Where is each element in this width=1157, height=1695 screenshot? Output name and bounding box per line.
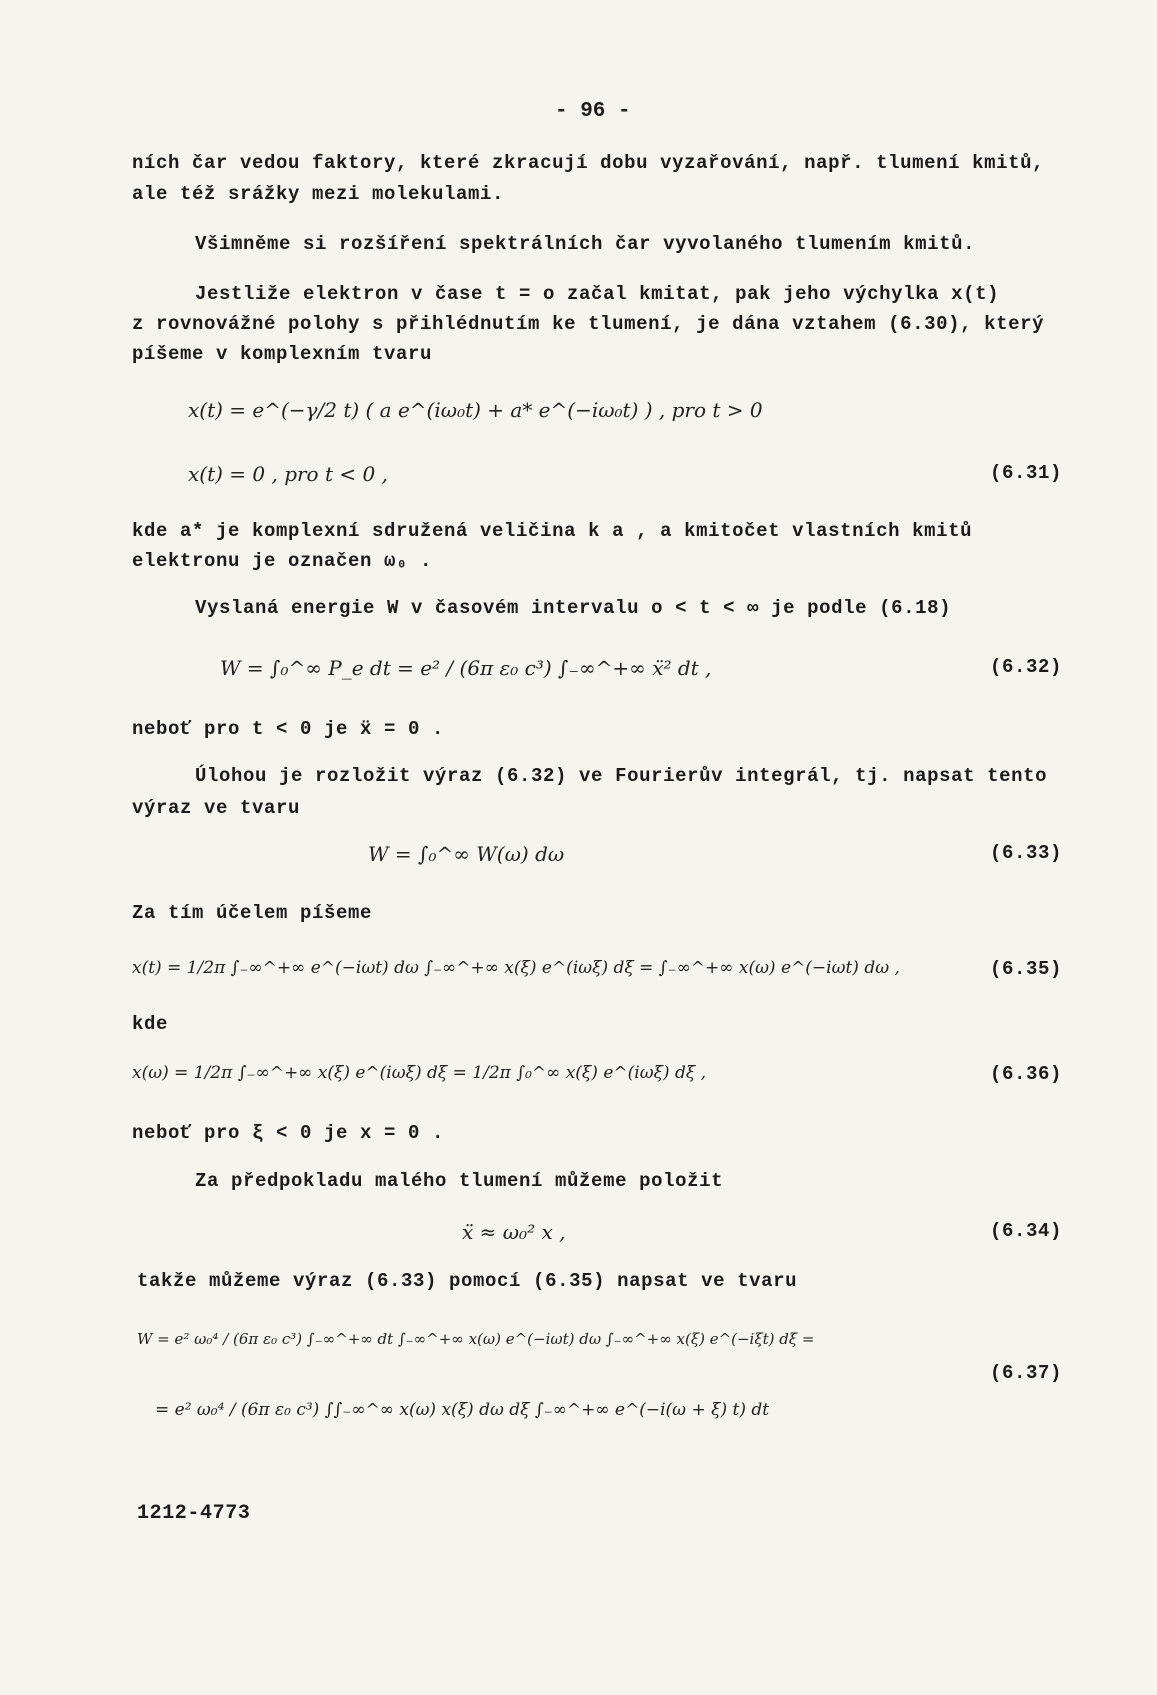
equation-6-31-line-2: x(t) = 0 , pro t < 0 ,: [188, 462, 388, 486]
paragraph-line: Jestliže elektron v čase t = o začal kmitat, pak jeho výchylka x(t): [195, 283, 1000, 305]
page-number: - 96 -: [555, 100, 631, 123]
equation-number: (6.36): [990, 1063, 1063, 1085]
equation-6-37-line-1: W = e² ω₀⁴ / (6π ε₀ c³) ∫₋∞^+∞ dt ∫₋∞^+∞ x(ω) e^(−iωt) dω ∫₋∞^+∞ x(ξ) e^(−iξt) dξ =: [137, 1330, 815, 1348]
equation-number: (6.37): [990, 1362, 1063, 1384]
document-code: 1212-4773: [137, 1502, 251, 1525]
paragraph-line: Za předpokladu malého tlumení můžeme položit: [195, 1170, 724, 1192]
paragraph-line: píšeme v komplexním tvaru: [132, 343, 433, 365]
equation-6-34: ẍ ≈ ω₀² x ,: [462, 1220, 566, 1244]
equation-6-31-line-1: x(t) = e^(−γ/2 t) ( a e^(iω₀t) + a* e^(−iω₀t) ) , pro t > 0: [188, 398, 763, 422]
equation-number: (6.35): [990, 958, 1063, 980]
equation-6-37-line-2: = e² ω₀⁴ / (6π ε₀ c³) ∫∫₋∞^∞ x(ω) x(ξ) dω dξ ∫₋∞^+∞ e^(−i(ω + ξ) t) dt: [155, 1400, 770, 1420]
paragraph-line: z rovnovážné polohy s přihlédnutím ke tlumení, je dána vztahem (6.30), který: [132, 313, 1045, 335]
paragraph-line: kde a* je komplexní sdružená veličina k a , a kmitočet vlastních kmitů: [132, 520, 973, 542]
equation-number: (6.31): [990, 462, 1063, 484]
equation-6-32: W = ∫₀^∞ P_e dt = e² / (6π ε₀ c³) ∫₋∞^+∞ ẍ² dt ,: [220, 656, 712, 680]
equation-6-33: W = ∫₀^∞ W(ω) dω: [368, 842, 565, 866]
paragraph-line: takže můžeme výraz (6.33) pomocí (6.35) napsat ve tvaru: [137, 1270, 798, 1292]
paragraph-line: ních čar vedou faktory, které zkracují dobu vyzařování, např. tlumení kmitů,: [132, 152, 1045, 174]
paragraph-line: Vyslaná energie W v časovém intervalu o < t < ∞ je podle (6.18): [195, 597, 952, 619]
equation-6-36: x(ω) = 1/2π ∫₋∞^+∞ x(ξ) e^(iωξ) dξ = 1/2π ∫₀^∞ x(ξ) e^(iωξ) dξ ,: [132, 1063, 707, 1083]
paragraph-line: Všimněme si rozšíření spektrálních čar vyvolaného tlumením kmitů.: [195, 233, 976, 255]
equation-number: (6.33): [990, 842, 1063, 864]
paragraph-line: neboť pro t < 0 je ẍ = 0 .: [132, 718, 445, 740]
paragraph-line: Za tím účelem píšeme: [132, 902, 373, 924]
paragraph-line: Úlohou je rozložit výraz (6.32) ve Fourierův integrál, tj. napsat tento: [195, 765, 1048, 787]
paragraph-line: neboť pro ξ < 0 je x = 0 .: [132, 1122, 445, 1144]
paragraph-line: ale též srážky mezi molekulami.: [132, 183, 505, 205]
paragraph-line: kde: [132, 1013, 169, 1035]
paragraph-line: výraz ve tvaru: [132, 797, 301, 819]
equation-number: (6.34): [990, 1220, 1063, 1242]
equation-6-35: x(t) = 1/2π ∫₋∞^+∞ e^(−iωt) dω ∫₋∞^+∞ x(ξ) e^(iωξ) dξ = ∫₋∞^+∞ x(ω) e^(−iωt) dω ,: [132, 958, 900, 978]
paragraph-line: elektronu je označen ω₀ .: [132, 550, 433, 572]
equation-number: (6.32): [990, 656, 1063, 678]
